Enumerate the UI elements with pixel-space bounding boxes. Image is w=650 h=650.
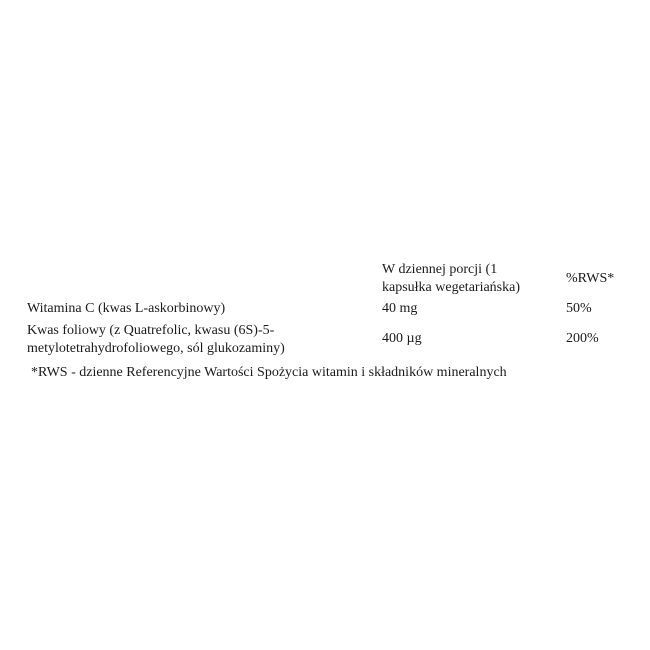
row-folic-acid-name-line1: Kwas foliowy (z Quatrefolic, kwasu (6S)-5- bbox=[27, 323, 275, 338]
row-folic-acid-amount: 400 µg bbox=[382, 331, 422, 346]
row-folic-acid-name-line2: metylotetrahydrofoliowego, sól glukozaminy) bbox=[27, 341, 285, 356]
header-portion-line1: W dziennej porcji (1 bbox=[382, 262, 498, 277]
header-rws: %RWS* bbox=[566, 271, 615, 286]
row-vitamin-c-rws: 50% bbox=[566, 301, 592, 316]
footnote: *RWS - dzienne Referencyjne Wartości Spożycia witamin i składników mineralnych bbox=[31, 365, 507, 380]
row-vitamin-c-name: Witamina C (kwas L-askorbinowy) bbox=[27, 301, 226, 316]
header-portion-line2: kapsułka wegetariańska) bbox=[382, 280, 520, 295]
row-vitamin-c-amount: 40 mg bbox=[382, 301, 418, 316]
row-folic-acid-rws: 200% bbox=[566, 331, 599, 346]
